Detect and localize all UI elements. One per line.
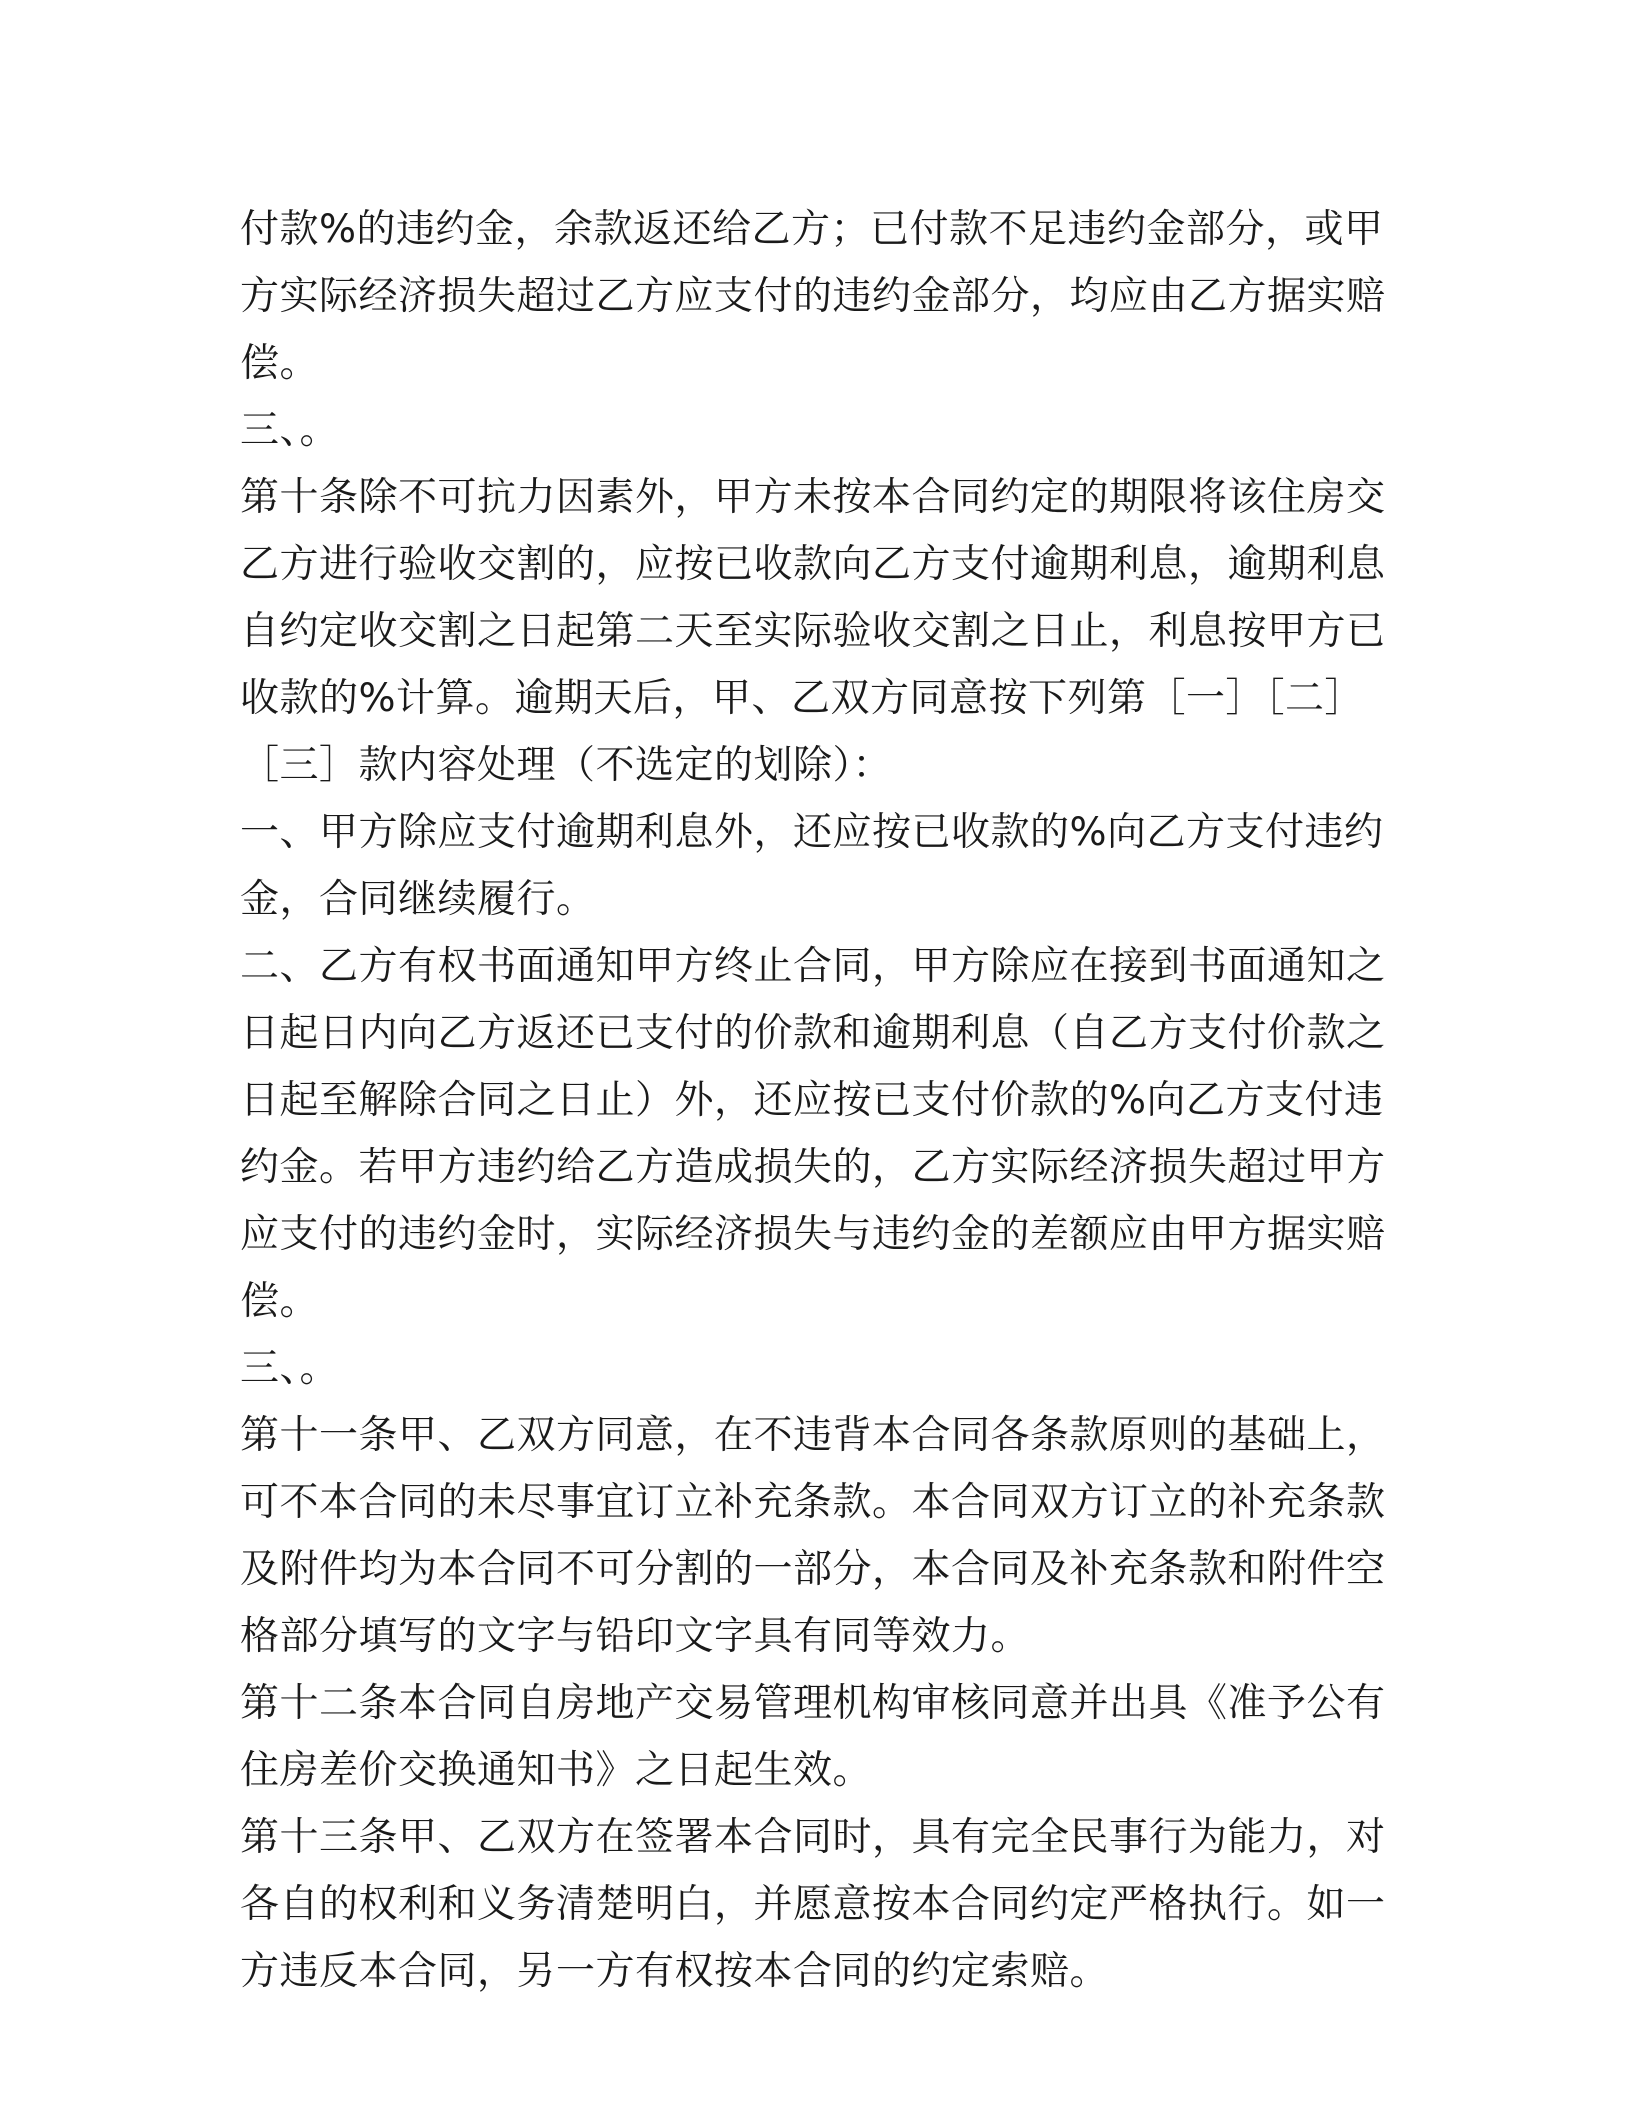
- paragraph-article-10: 第十条除不可抗力因素外，甲方未按本合同约定的期限将该住房交乙方进行验收交割的，应按已收款向乙方支付逾期利息，逾期利息自约定收交割之日起第二天至实际验收交割之日止，利息按甲方已收款的%计算。逾期天后，甲、乙双方同意按下列第［一］［二］［三］款内容处理（不选定的划除）：: [240, 475, 1386, 788]
- paragraph-article-11: 第十一条甲、乙双方同意，在不违背本合同各条款原则的基础上，可不本合同的未尽事宜订立补充条款。本合同双方订立的补充条款及附件均为本合同不可分割的一部分，本合同及补充条款和附件空格部分填写的文字与铅印文字具有同等效力。: [240, 1413, 1386, 1659]
- document-body: [240, 196, 1400, 2005]
- paragraph-item-three-b: 三、。: [240, 1346, 340, 1391]
- paragraph-option-one: 一、甲方除应支付逾期利息外，还应按已收款的%向乙方支付违约金，合同继续履行。: [240, 810, 1384, 922]
- paragraph-option-two: 二、乙方有权书面通知甲方终止合同，甲方除应在接到书面通知之日起日内向乙方返还已支付的价款和逾期利息（自乙方支付价款之日起至解除合同之日止）外，还应按已支付价款的%向乙方支付违约金。若甲方违约给乙方造成损失的，乙方实际经济损失超过甲方应支付的违约金时，实际经济损失与违约金的差额应由甲方据实赔偿。: [240, 944, 1386, 1324]
- paragraph-article-12: 第十二条本合同自房地产交易管理机构审核同意并出具《准予公有住房差价交换通知书》之日起生效。: [240, 1681, 1386, 1793]
- paragraph-penalty-refund: 付款%的违约金，余款返还给乙方；已付款不足违约金部分，或甲方实际经济损失超过乙方应支付的违约金部分，均应由乙方据实赔偿。: [240, 207, 1386, 386]
- paragraph-article-13: 第十三条甲、乙双方在签署本合同时，具有完全民事行为能力，对各自的权利和义务清楚明白，并愿意按本合同约定严格执行。如一方违反本合同，另一方有权按本合同的约定索赔。: [240, 1815, 1386, 1994]
- paragraph-item-three-a: 三、。: [240, 408, 340, 453]
